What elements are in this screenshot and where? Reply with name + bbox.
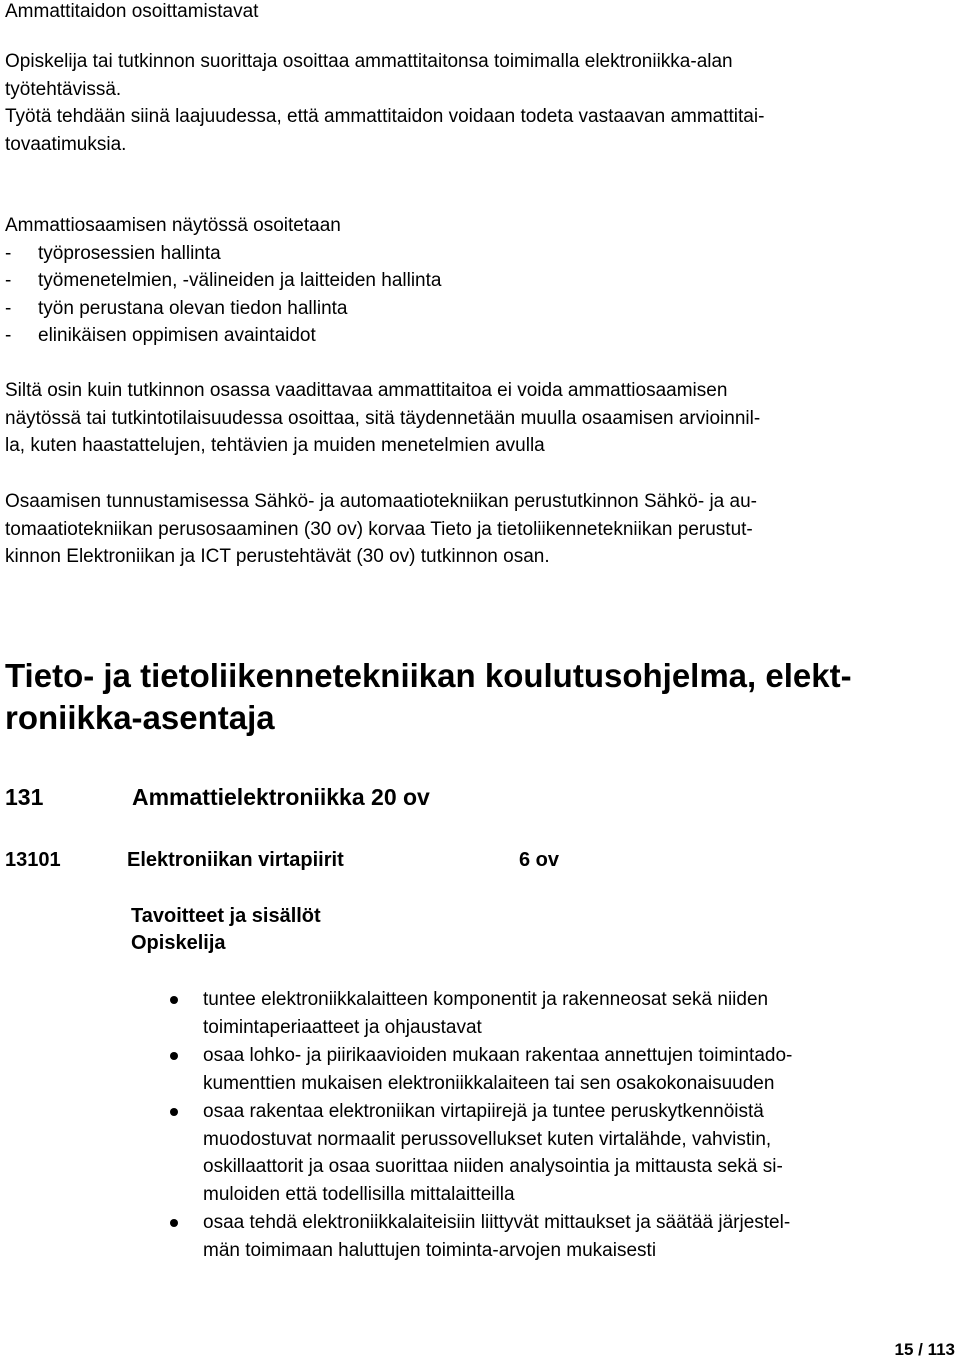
- heading-line: roniikka-asentaja: [5, 699, 275, 736]
- paragraph-line: Opiskelija tai tutkinnon suorittaja osoittaa ammattitaitonsa toimimalla elektroniikka-alan: [5, 51, 733, 72]
- dash-list-item: [5, 267, 441, 295]
- list-item-line: kumenttien mukaisen elektroniikkalaiteen tai sen osakokonaisuuden: [203, 1072, 775, 1094]
- list-item: [165, 1209, 792, 1264]
- paragraph-line: tomaatiotekniikan perusosaaminen (30 ov) korvaa Tieto ja tietoliikennetekniikan perustut-: [5, 518, 753, 540]
- heading-line: Tieto- ja tietoliikennetekniikan koulutusohjelma, elekt-: [5, 657, 852, 694]
- bullet-icon: [170, 1108, 178, 1116]
- unit-credits: 6 ov: [519, 849, 560, 871]
- paragraph-line: kinnon Elektroniikan ja ICT perustehtävät (30 ov) tutkinnon osan.: [5, 546, 550, 567]
- dash-list-item: [5, 295, 441, 323]
- dash-list-text: työprosessien hallinta: [38, 242, 221, 264]
- paragraph-line: Osaamisen tunnustamisessa Sähkö- ja automaatiotekniikan perustutkinnon Sähkö- ja au-: [5, 491, 757, 512]
- list-item-line: osaa lohko- ja piirikaavioiden mukaan rakentaa annettujen toimintado-: [203, 1045, 793, 1066]
- dash-list-item: [5, 240, 441, 268]
- paragraph-line: näytössä tai tutkintotilaisuudessa osoittaa, sitä täydennetään muulla osaamisen arvioinnil-: [5, 407, 761, 429]
- dash-marker: -: [5, 325, 12, 346]
- dash-marker: -: [5, 242, 12, 264]
- bullet-icon: [170, 996, 178, 1004]
- module-heading: [5, 782, 430, 812]
- paragraph-recognition: [5, 488, 757, 571]
- dash-marker: -: [5, 270, 12, 291]
- program-heading: [5, 655, 852, 739]
- list-item-line: osaa tehdä elektroniikkalaiteisiin liittyvät mittaukset ja säätää järjestel-: [203, 1212, 791, 1233]
- dash-list-text: elinikäisen oppimisen avaintaidot: [38, 325, 316, 346]
- list-item: [165, 986, 792, 1041]
- paragraph-demonstration: [5, 48, 764, 158]
- paragraph-skills-demo: [5, 212, 441, 350]
- bullet-icon: [170, 1052, 178, 1060]
- list-item-line: osaa rakentaa elektroniikan virtapiirejä ja tuntee peruskytkennöistä: [203, 1101, 764, 1122]
- module-code: 131: [5, 784, 44, 810]
- list-item-line: muodostuvat normaalit perussovellukset kuten virtalähde, vahvistin,: [203, 1128, 772, 1150]
- paragraph-line: tovaatimuksia.: [5, 133, 127, 155]
- paragraph-supplement: [5, 377, 760, 460]
- list-item-line: muloiden että todellisilla mittalaitteilla: [203, 1183, 515, 1205]
- subheading-line: Tavoitteet ja sisällöt: [131, 905, 321, 927]
- dash-marker: -: [5, 297, 12, 319]
- dash-list-text: työmenetelmien, -välineiden ja laitteiden hallinta: [38, 270, 442, 291]
- objectives-heading: [131, 903, 321, 957]
- objectives-list: [165, 986, 792, 1265]
- list-item-line: män toimimaan haluttujen toiminta-arvojen mukaisesti: [203, 1239, 657, 1261]
- paragraph-intro: Ammattiosaamisen näytössä osoitetaan: [5, 215, 341, 236]
- paragraph-line: työtehtävissä.: [5, 78, 122, 100]
- page-number: 15 / 113: [894, 1340, 955, 1359]
- subheading-line: Opiskelija: [131, 932, 226, 954]
- unit-code: 13101: [5, 849, 61, 871]
- list-item-line: tuntee elektroniikkalaitteen komponentit ja rakenneosat sekä niiden: [203, 989, 769, 1010]
- dash-list-item: [5, 322, 441, 350]
- paragraph-line: la, kuten haastattelujen, tehtävien ja muiden menetelmien avulla: [5, 435, 545, 456]
- list-item: [165, 1042, 792, 1097]
- paragraph-line: Siltä osin kuin tutkinnon osassa vaadittavaa ammattitaitoa ei voida ammattiosaamisen: [5, 380, 728, 401]
- unit-name: Elektroniikan virtapiirit: [127, 849, 344, 871]
- list-item-line: toimintaperiaatteet ja ohjaustavat: [203, 1016, 482, 1038]
- bullet-icon: [170, 1219, 178, 1227]
- module-name: Ammattielektroniikka 20 ov: [132, 784, 430, 810]
- section-title: Ammattitaidon osoittamistavat: [5, 1, 259, 22]
- dash-list-text: työn perustana olevan tiedon hallinta: [38, 297, 348, 319]
- list-item: [165, 1098, 792, 1208]
- unit-heading: [5, 846, 559, 874]
- list-item-line: oskillaattorit ja osaa suorittaa niiden analysointia ja mittausta sekä si-: [203, 1156, 783, 1177]
- paragraph-line: Työtä tehdään siinä laajuudessa, että ammattitaidon voidaan todeta vastaavan ammattitai-: [5, 106, 765, 127]
